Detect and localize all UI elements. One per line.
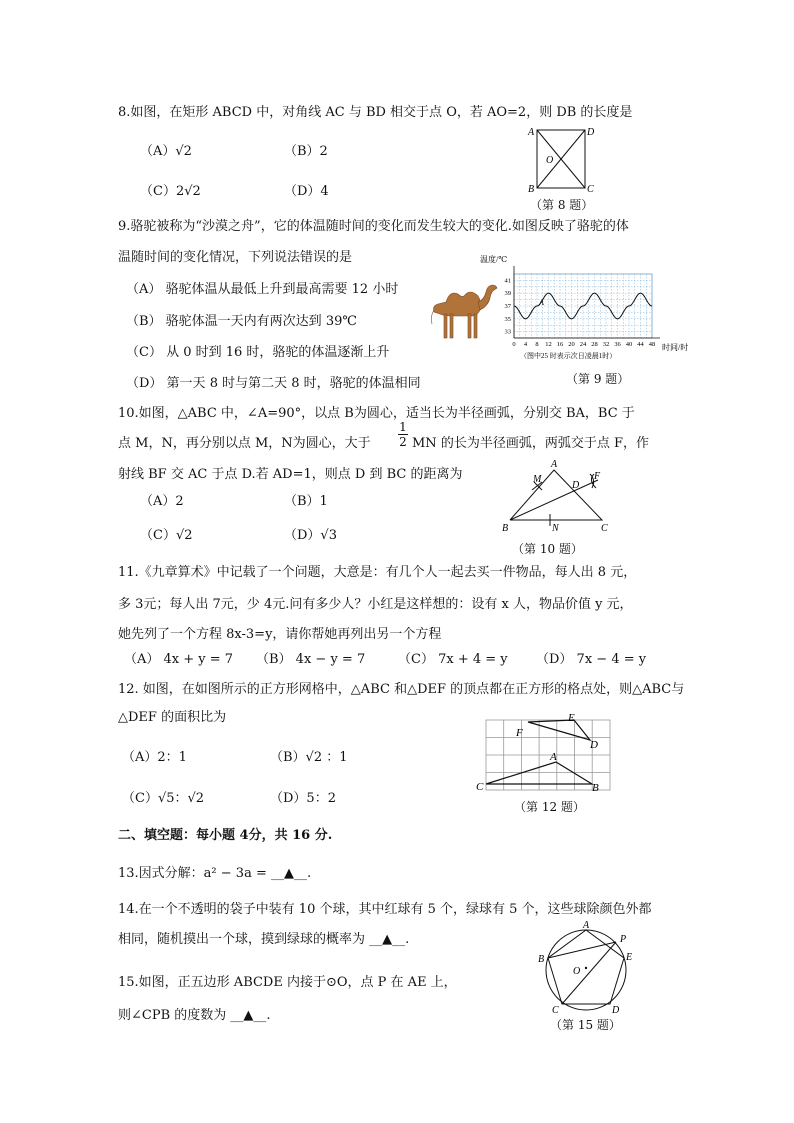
q8-option-c: （C）2√2 <box>140 184 201 199</box>
q9-y-tick-label: 33 <box>504 328 511 336</box>
q12-option-c: （C）√5：√2 <box>122 791 205 806</box>
q8-caption: （第 8 题） <box>530 198 594 212</box>
q10-stem-line3: 射线 BF 交 AC 于点 D.若 AD=1，则点 D 到 BC 的距离为 <box>118 467 463 482</box>
q9-x-tick-label: 24 <box>579 341 587 348</box>
q15-label-d: D <box>612 1005 620 1014</box>
q8-rectangle-figure <box>524 124 596 196</box>
q10-label-a: A <box>551 459 558 470</box>
q12-option-d: （D）5：2 <box>270 791 336 806</box>
q12-stem-line1: 12. 如图，在如图所示的正方形网格中，△ABC 和△DEF 的顶点都在正方形的格点处，则△ABC与 <box>118 682 685 697</box>
q8-label-c: C <box>587 184 594 195</box>
q14-stem-line2: 相同，随机摸出一个球，摸到绿球的概率为 __▲__. <box>118 932 410 947</box>
q10-label-b: B <box>502 523 509 534</box>
q9-x-tick-label: 44 <box>637 341 644 348</box>
q8-label-o: O <box>546 155 554 166</box>
q10-stem-line1: 10.如图，△ABC 中，∠A=90°，以点 B为圆心，适当长为半径画弧，分别交 BA，BC 于 <box>118 406 635 421</box>
q10-fraction <box>398 420 408 449</box>
q9-y-tick-label: 35 <box>504 315 511 323</box>
q10-label-n: N <box>552 523 559 534</box>
q9-point-label-a: A <box>539 298 544 307</box>
q8-option-a: （A）√2 <box>140 144 192 159</box>
q10-triangle-figure <box>498 456 618 534</box>
q9-x-tick-label: 28 <box>591 341 598 348</box>
q12-caption: （第 12 题） <box>514 800 585 814</box>
q8-label-a: A <box>528 127 535 138</box>
q11-option-d: （D） 7x − 4 = y <box>536 652 647 667</box>
q10-caption: （第 10 题） <box>512 542 583 556</box>
q10-frac-num: 1 <box>399 420 407 434</box>
q9-chart-ylabel: 温度/℃ <box>480 255 508 264</box>
q10-option-c: （C）√2 <box>140 528 193 543</box>
q10-label-d: D <box>572 480 580 491</box>
q9-x-tick-label: 16 <box>556 341 564 348</box>
q15-label-c: C <box>552 1005 559 1014</box>
q9-option-d: （D） 第一天 8 时与第二天 8 时，骆驼的体温相同 <box>126 376 421 391</box>
q10-label-m: M <box>533 474 542 485</box>
q10-option-a: （A）2 <box>140 494 184 509</box>
q12-label-d: D <box>590 739 598 751</box>
q10-label-f: F <box>594 471 601 482</box>
q12-label-a: A <box>550 751 557 763</box>
q15-stem-line2: 则∠CPB 的度数为 __▲__. <box>118 1008 271 1023</box>
q9-option-a: （A） 骆驼体温从最低上升到最高需要 12 小时 <box>126 282 399 297</box>
q11-option-a: （A） 4x + y = 7 <box>124 652 234 667</box>
q10-option-b: （B）1 <box>284 494 328 509</box>
q15-label-e: E <box>626 952 633 963</box>
q8-option-b: （B）2 <box>284 144 328 159</box>
q10-stem-line2a: 点 M，N，再分别以点 M，N为圆心，大于 <box>118 436 371 451</box>
q9-stem-line1: 9.骆驼被称为“沙漠之舟”，它的体温随时间的变化而发生较大的变化.如图反映了骆驼的体 <box>118 219 629 234</box>
q15-label-o: O <box>573 966 581 977</box>
q15-label-a: A <box>583 920 590 931</box>
q15-label-p: P <box>620 934 627 945</box>
q12-option-a: （A）2：1 <box>122 750 187 765</box>
q8-label-b: B <box>528 184 535 195</box>
q10-label-c: C <box>601 523 608 534</box>
q9-x-tick-label: 40 <box>625 341 633 348</box>
q9-x-tick-label: 48 <box>648 341 656 348</box>
q11-stem-line3: 她先列了一个方程 8x-3=y，请你帮她再列出另一个方程 <box>118 627 442 642</box>
q9-option-c: （C） 从 0 时到 16 时，骆驼的体温逐渐上升 <box>126 345 390 360</box>
q12-label-e: E <box>568 714 575 724</box>
q12-grid-figure <box>470 714 618 798</box>
q9-stem-line2: 温随时间的变化情况，下列说法错误的是 <box>118 250 353 265</box>
q9-y-tick-label: 39 <box>504 290 511 298</box>
q9-temperature-chart <box>478 252 700 364</box>
q12-stem-line2: △DEF 的面积比为 <box>118 710 227 725</box>
q9-x-tick-label: 0 <box>512 341 516 348</box>
q9-x-tick-label: 8 <box>535 341 539 348</box>
q12-label-f: F <box>516 727 523 739</box>
q9-caption: （第 9 题） <box>566 372 630 386</box>
q8-option-d: （D）4 <box>284 184 329 199</box>
q9-x-tick-label: 4 <box>523 341 528 348</box>
q11-stem-line2: 多 3元；每人出 7元，少 4元.问有多少人？小红是这样想的：设有 x 人，物品价值 y 元， <box>118 597 633 612</box>
q12-option-b: （B）√2 ：1 <box>270 750 348 765</box>
q9-x-tick-label: 36 <box>614 341 621 348</box>
q11-option-b: （B） 4x − y = 7 <box>256 652 366 667</box>
q11-stem-line1: 11.《九章算术》中记载了一个问题，大意是：有几个人一起去买一件物品，每人出 8 元， <box>118 565 637 580</box>
q15-label-b: B <box>538 954 545 965</box>
q12-label-b: B <box>592 782 599 794</box>
q14-stem-line1: 14.在一个不透明的袋子中装有 10 个球，其中红球有 5 个，绿球有 5 个，这些球除颜色外都 <box>118 902 652 917</box>
q8-label-d: D <box>587 127 595 138</box>
q9-chart-note: （图中25 时表示次日凌晨1时） <box>520 352 617 360</box>
q15-caption: （第 15 题） <box>550 1018 621 1032</box>
q13-stem: 13.因式分解：a² − 3a = __▲__. <box>118 866 312 881</box>
q9-y-tick-label: 37 <box>504 303 511 310</box>
q9-chart-xlabel: 时间/时 <box>662 343 689 352</box>
q10-option-d: （D）√3 <box>284 528 337 543</box>
q10-frac-den: 2 <box>399 435 407 449</box>
q15-pentagon-figure <box>536 918 636 1014</box>
q15-stem-line1: 15.如图，正五边形 ABCDE 内接于⊙O，点 P 在 AE 上， <box>118 975 457 990</box>
q8-stem: 8.如图，在矩形 ABCD 中，对角线 AC 与 BD 相交于点 O，若 AO=2，则 DB 的长度是 <box>118 105 633 120</box>
q10-stem-line2b: MN 的长为半径画弧，两弧交于点 F，作 <box>412 436 649 451</box>
section-2-heading: 二、填空题：每小题 4分，共 16 分. <box>118 828 333 843</box>
q9-x-tick-label: 32 <box>602 341 610 348</box>
q9-x-tick-label: 20 <box>568 341 575 348</box>
q12-label-c: C <box>476 781 484 793</box>
q9-x-tick-label: 12 <box>545 341 552 348</box>
q9-option-b: （B） 骆驼体温一天内有两次达到 39℃ <box>126 314 357 329</box>
q9-y-tick-label: 41 <box>504 277 511 285</box>
q11-option-c: （C） 7x + 4 = y <box>398 652 508 667</box>
